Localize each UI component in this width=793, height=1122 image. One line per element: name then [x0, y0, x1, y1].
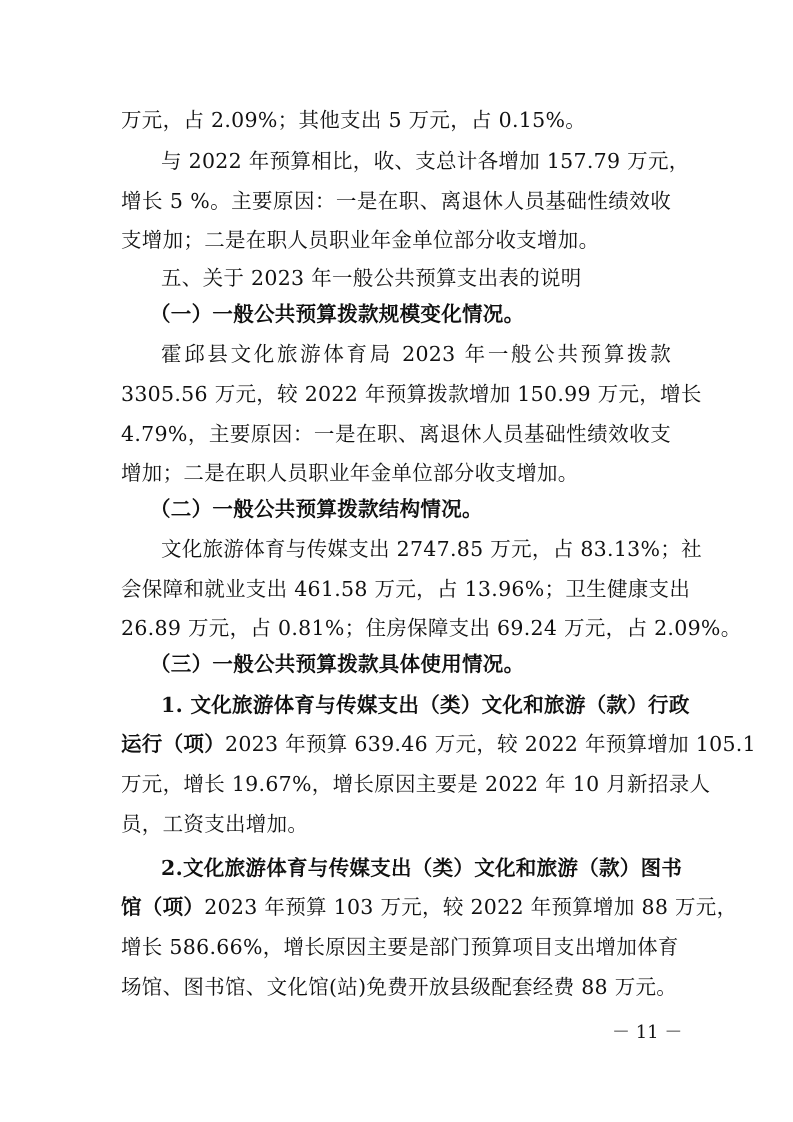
text-line: 3305.56 万元，较 2022 年预算拨款增加 150.99 万元，增长	[121, 382, 702, 406]
text-line	[121, 730, 756, 758]
text-line: 增长 586.66%，增长原因主要是部门预算项目支出增加体育	[121, 935, 679, 959]
item-heading-cont: 馆（项）	[121, 895, 205, 919]
item-text: 2023 年预算 639.46 万元，较 2022 年预算增加 105.1	[225, 732, 756, 756]
text-line	[121, 893, 738, 921]
text-line: 4.79%，主要原因：一是在职、离退休人员基础性绩效收支	[121, 422, 671, 446]
section-heading: 五、关于 2023 年一般公共预算支出表的说明	[161, 266, 582, 290]
text-line: 万元，占 2.09%；其他支出 5 万元，占 0.15%。	[121, 108, 587, 132]
text-line: 增长 5 %。主要原因：一是在职、离退休人员基础性绩效收	[121, 189, 671, 213]
text-line: 增加；二是在职人员职业年金单位部分收支增加。	[121, 461, 579, 485]
text-line: 会保障和就业支出 461.58 万元，占 13.96%；卫生健康支出	[121, 577, 691, 601]
subsection-heading: （二）一般公共预算拨款结构情况。	[150, 497, 483, 521]
text-line: 与 2022 年预算相比，收、支总计各增加 157.79 万元，	[161, 149, 690, 173]
text-line: 霍邱县文化旅游体育局 2023 年一般公共预算拨款	[161, 342, 671, 366]
page-number: － 11 －	[612, 1022, 683, 1043]
text-line: 员，工资支出增加。	[121, 812, 309, 836]
item-heading-cont: 运行（项）	[121, 732, 225, 756]
text-line: 场馆、图书馆、文化馆(站)免费开放县级配套经费 88 万元。	[121, 975, 678, 999]
item-text: 2023 年预算 103 万元，较 2022 年预算增加 88 万元，	[204, 895, 738, 919]
subsection-heading: （三）一般公共预算拨款具体使用情况。	[150, 652, 525, 676]
text-line: 文化旅游体育与传媒支出 2747.85 万元，占 83.13%；社	[161, 537, 702, 561]
text-line: 万元，增长 19.67%，增长原因主要是 2022 年 10 月新招录人	[121, 772, 711, 796]
subsection-heading: （一）一般公共预算拨款规模变化情况。	[150, 302, 525, 326]
item-heading: 2.文化旅游体育与传媒支出（类）文化和旅游（款）图书	[161, 856, 683, 880]
text-line: 支增加；二是在职人员职业年金单位部分收支增加。	[121, 228, 600, 252]
text-line: 26.89 万元，占 0.81%；住房保障支出 69.24 万元，占 2.09%。	[121, 616, 742, 640]
item-heading: 1. 文化旅游体育与传媒支出（类）文化和旅游（款）行政	[161, 693, 690, 717]
